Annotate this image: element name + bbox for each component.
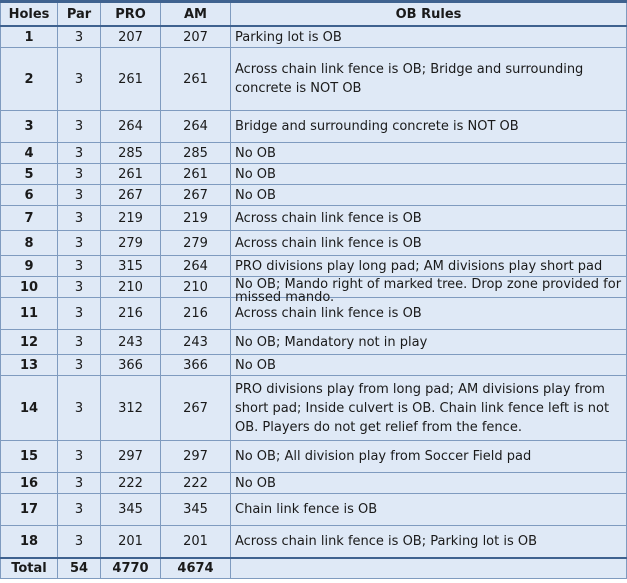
- am-distance: 264: [161, 111, 231, 143]
- am-distance: 261: [161, 164, 231, 185]
- table-row: [1, 164, 627, 185]
- ob-rule: Across chain link fence is OB; Parking lot is OB: [231, 526, 627, 559]
- pro-distance: 243: [101, 330, 161, 355]
- table-row: [1, 143, 627, 164]
- am-distance: 219: [161, 206, 231, 231]
- hole-number: 1: [1, 26, 58, 48]
- hole-number: 13: [1, 355, 58, 376]
- header-row: [1, 2, 627, 27]
- header-am: AM: [161, 2, 231, 27]
- hole-number: 3: [1, 111, 58, 143]
- ob-rule: No OB; Mandatory not in play: [231, 330, 627, 355]
- hole-number: 11: [1, 298, 58, 330]
- par-value: 3: [58, 441, 101, 473]
- am-distance: 285: [161, 143, 231, 164]
- hole-number: 5: [1, 164, 58, 185]
- ob-rule: Parking lot is OB: [231, 26, 627, 48]
- ob-rule: Bridge and surrounding concrete is NOT OB: [231, 111, 627, 143]
- pro-distance: 267: [101, 185, 161, 206]
- pro-distance: 201: [101, 526, 161, 559]
- am-distance: 210: [161, 277, 231, 298]
- am-distance: 261: [161, 48, 231, 111]
- hole-number: 8: [1, 231, 58, 256]
- par-value: 3: [58, 143, 101, 164]
- pro-distance: 261: [101, 48, 161, 111]
- am-distance: 345: [161, 494, 231, 526]
- hole-number: 12: [1, 330, 58, 355]
- ob-rule: No OB: [231, 164, 627, 185]
- table-row: [1, 185, 627, 206]
- total-label: Total: [1, 558, 58, 579]
- am-distance: 267: [161, 185, 231, 206]
- hole-number: 9: [1, 256, 58, 277]
- par-value: 3: [58, 298, 101, 330]
- par-value: 3: [58, 111, 101, 143]
- ob-rule: Across chain link fence is OB: [231, 206, 627, 231]
- am-distance: 216: [161, 298, 231, 330]
- table-row: [1, 330, 627, 355]
- pro-distance: 279: [101, 231, 161, 256]
- hole-number: 17: [1, 494, 58, 526]
- total-par: 54: [58, 558, 101, 579]
- pro-distance: 312: [101, 376, 161, 441]
- pro-distance: 345: [101, 494, 161, 526]
- pro-distance: 264: [101, 111, 161, 143]
- total-pro-distance: 4770: [101, 558, 161, 579]
- pro-distance: 216: [101, 298, 161, 330]
- ob-rule: No OB; All division play from Soccer Field pad: [231, 441, 627, 473]
- am-distance: 366: [161, 355, 231, 376]
- par-value: 3: [58, 355, 101, 376]
- pro-distance: 261: [101, 164, 161, 185]
- ob-rule-clipped: [231, 276, 627, 305]
- header-ob-rules: OB Rules: [231, 2, 627, 27]
- pro-distance: 297: [101, 441, 161, 473]
- am-distance: 267: [161, 376, 231, 441]
- par-value: 3: [58, 164, 101, 185]
- par-value: 3: [58, 376, 101, 441]
- hole-number: 18: [1, 526, 58, 559]
- table-row: [1, 206, 627, 231]
- par-value: 3: [58, 526, 101, 559]
- ob-rule: Across chain link fence is OB: [231, 298, 627, 330]
- ob-rule: No OB: [231, 143, 627, 164]
- total-row: [1, 558, 627, 579]
- pro-distance: 219: [101, 206, 161, 231]
- table-row: [1, 494, 627, 526]
- par-value: 3: [58, 231, 101, 256]
- ob-rule: No OB; Mando right of marked tree. Drop zone provided for missed mando.: [235, 276, 622, 305]
- am-distance: 264: [161, 256, 231, 277]
- par-value: 3: [58, 48, 101, 111]
- par-value: 3: [58, 256, 101, 277]
- table-row: [1, 256, 627, 277]
- table-row: [1, 111, 627, 143]
- am-distance: 222: [161, 473, 231, 494]
- ob-rule: PRO divisions play from long pad; AM divisions play from short pad; Inside culvert is OB. Chain link fence left is not OB. Players do not get relief from the fence.: [231, 376, 627, 441]
- table-row: [1, 376, 627, 441]
- hole-number: 2: [1, 48, 58, 111]
- am-distance: 279: [161, 231, 231, 256]
- ob-rule: Chain link fence is OB: [231, 494, 627, 526]
- pro-distance: 222: [101, 473, 161, 494]
- par-value: 3: [58, 26, 101, 48]
- hole-number: 15: [1, 441, 58, 473]
- header-par: Par: [58, 2, 101, 27]
- pro-distance: 315: [101, 256, 161, 277]
- total-ob-rule: [231, 558, 627, 579]
- par-value: 3: [58, 473, 101, 494]
- pro-distance: 210: [101, 277, 161, 298]
- ob-rule: No OB: [231, 355, 627, 376]
- table-row: [1, 231, 627, 256]
- pro-distance: 285: [101, 143, 161, 164]
- hole-number: 4: [1, 143, 58, 164]
- table-row: [1, 355, 627, 376]
- hole-number: 14: [1, 376, 58, 441]
- pro-distance: 207: [101, 26, 161, 48]
- ob-rule: Across chain link fence is OB; Bridge and surrounding concrete is NOT OB: [231, 48, 627, 111]
- hole-number: 10: [1, 277, 58, 298]
- table-row: [1, 441, 627, 473]
- total-am-distance: 4674: [161, 558, 231, 579]
- par-value: 3: [58, 494, 101, 526]
- table-row: [1, 48, 627, 111]
- hole-number: 7: [1, 206, 58, 231]
- ob-rule: Across chain link fence is OB: [231, 231, 627, 256]
- table-row: [1, 526, 627, 559]
- am-distance: 207: [161, 26, 231, 48]
- ob-rule: No OB: [231, 185, 627, 206]
- table-row: [1, 277, 627, 298]
- header-pro: PRO: [101, 2, 161, 27]
- ob-rule: No OB: [231, 473, 627, 494]
- table-row: [1, 473, 627, 494]
- pro-distance: 366: [101, 355, 161, 376]
- par-value: 3: [58, 185, 101, 206]
- header-holes: Holes: [1, 2, 58, 27]
- ob-rule: PRO divisions play long pad; AM divisions play short pad: [231, 256, 627, 277]
- am-distance: 243: [161, 330, 231, 355]
- am-distance: 297: [161, 441, 231, 473]
- am-distance: 201: [161, 526, 231, 559]
- par-value: 3: [58, 330, 101, 355]
- hole-number: 16: [1, 473, 58, 494]
- hole-number: 6: [1, 185, 58, 206]
- table-row: [1, 26, 627, 48]
- par-value: 3: [58, 277, 101, 298]
- par-value: 3: [58, 206, 101, 231]
